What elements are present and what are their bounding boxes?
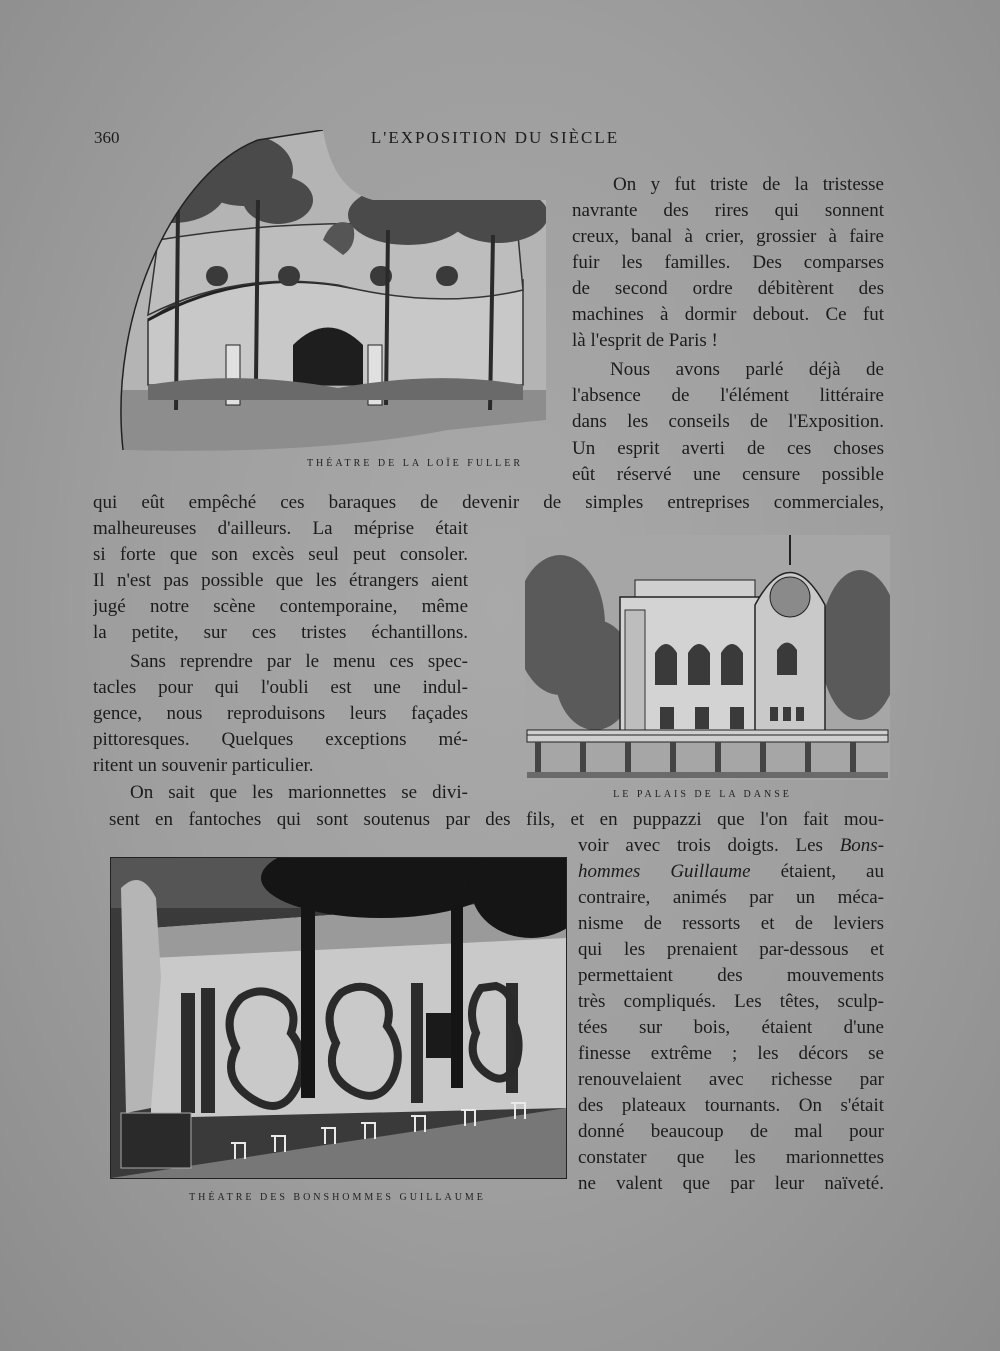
bonshommes-guillaume-photo xyxy=(110,857,567,1179)
caption-loie-fuller: THÉATRE DE LA LOÏE FULLER xyxy=(306,458,524,469)
text-line: fuir les familles. Des comparses xyxy=(572,252,884,273)
text-line: hommes Guillaume étaient, au xyxy=(578,861,884,882)
text-line: On sait que les marionnettes se divi- xyxy=(130,782,468,803)
text-line: malheureuses d'ailleurs. La méprise était xyxy=(93,518,468,539)
text-line: qui les prenaient par-dessous et xyxy=(578,939,884,960)
palais-danse-drawing xyxy=(525,535,890,780)
text-line: Sans reprendre par le menu ces spec- xyxy=(130,651,468,672)
loie-fuller-drawing xyxy=(118,130,550,455)
text-line: ne valent que par leur naïveté. xyxy=(578,1173,884,1194)
text-line: la petite, sur ces tristes échantillons. xyxy=(93,622,468,643)
text-line: nisme de ressorts et de leviers xyxy=(578,913,884,934)
palais-danse-illustration xyxy=(525,535,890,780)
text-line: permettaient des mouvements xyxy=(578,965,884,986)
text-line: pittoresques. Quelques exceptions mé- xyxy=(93,729,468,750)
caption-palais-danse: LE PALAIS DE LA DANSE xyxy=(613,789,792,800)
text-line: finesse extrême ; les décors se xyxy=(578,1043,884,1064)
text-line: tées sur bois, étaient d'une xyxy=(578,1017,884,1038)
text-line: si forte que son excès seul peut consoler. xyxy=(93,544,468,565)
text-line: machines à dormir debout. Ce fut xyxy=(572,304,884,325)
caption-bonshommes: THÉATRE DES BONSHOMMES GUILLAUME xyxy=(189,1192,486,1203)
text-line: On y fut triste de la tristesse xyxy=(613,174,884,195)
text-line: jugé notre scène contemporaine, même xyxy=(93,596,468,617)
text-line: creux, banal à crier, grossier à faire xyxy=(572,226,884,247)
running-title: L'EXPOSITION DU SIÈCLE xyxy=(370,128,620,147)
page-number: 360 xyxy=(94,128,120,147)
text-line: eût réservé une censure possible xyxy=(572,464,884,485)
text-line: Un esprit averti de ces choses xyxy=(572,438,884,459)
text-line: renouvelaient avec richesse par xyxy=(578,1069,884,1090)
text-line: gence, nous reproduisons leurs façades xyxy=(93,703,468,724)
text-line: des plateaux tournants. On s'était xyxy=(578,1095,884,1116)
text-line: Nous avons parlé déjà de xyxy=(610,359,884,380)
text-line: dans les conseils de l'Exposition. xyxy=(572,411,884,432)
text-line: tacles pour qui l'oubli est une indul- xyxy=(93,677,468,698)
text-line: contraire, animés par un méca- xyxy=(578,887,884,908)
text-line: là l'esprit de Paris ! xyxy=(572,330,718,351)
text-line: ritent un souvenir particulier. xyxy=(93,755,314,776)
text-line: l'absence de l'élément littéraire xyxy=(572,385,884,406)
text-line: sent en fantoches qui sont soutenus par des fils, et en puppazzi que l'on fait mou- xyxy=(109,809,884,830)
text-line: de second ordre débitèrent des xyxy=(572,278,884,299)
bonshommes-guillaume-image xyxy=(111,858,566,1178)
text-line: constater que les marionnettes xyxy=(578,1147,884,1168)
text-line: Il n'est pas possible que les étrangers aient xyxy=(93,570,468,591)
loie-fuller-illustration xyxy=(118,130,550,455)
text-line: navrante des rires qui sonnent xyxy=(572,200,884,221)
text-line: donné beaucoup de mal pour xyxy=(578,1121,884,1142)
text-line: qui eût empêché ces baraques de devenir de simples entreprises commerciales, xyxy=(93,492,884,513)
text-line: voir avec trois doigts. Les Bons- xyxy=(578,835,884,856)
text-line: très compliqués. Les têtes, sculp- xyxy=(578,991,884,1012)
